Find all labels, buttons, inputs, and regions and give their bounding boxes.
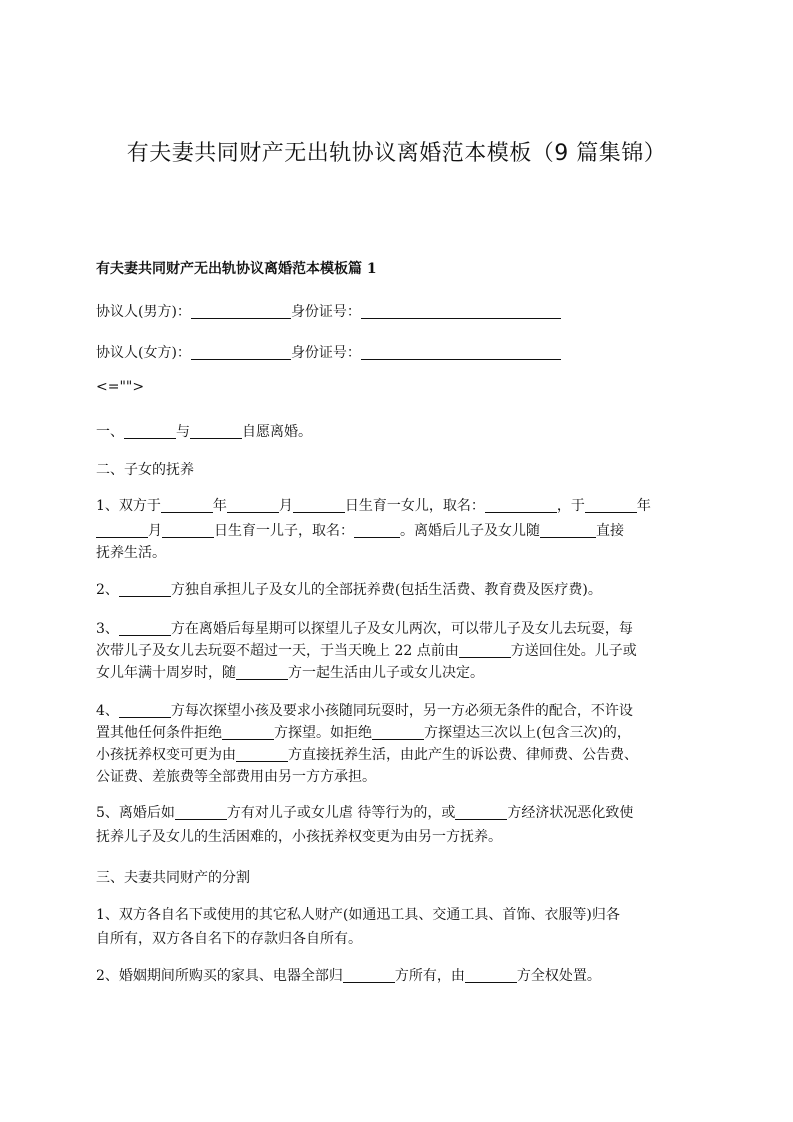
section-heading: 有夫妻共同财产无出轨协议离婚范本模板篇 1 bbox=[96, 261, 377, 277]
blank-field bbox=[236, 665, 288, 680]
blank-field bbox=[124, 424, 176, 439]
blank-field bbox=[119, 703, 171, 718]
blank-field bbox=[343, 968, 395, 983]
blank-field bbox=[191, 345, 291, 360]
text: 2、婚姻期间所购买的家具、电器全部归 bbox=[96, 968, 343, 984]
text: ，于 bbox=[556, 498, 585, 514]
text: 方一起生活由儿子或女儿决定。 bbox=[288, 665, 484, 681]
text: 日生育一儿子，取名： bbox=[214, 523, 354, 539]
text: 女儿年满十周岁时，随 bbox=[96, 665, 236, 681]
blank-field bbox=[485, 498, 557, 513]
blank-field bbox=[96, 523, 148, 538]
party-man-line bbox=[96, 302, 706, 322]
label: 协议人(男方)： bbox=[96, 304, 191, 320]
document-title: 有夫妻共同财产无出轨协议离婚范本模板（9 篇集锦） bbox=[126, 141, 667, 166]
blank-field bbox=[585, 498, 637, 513]
text: 置其他任何条件拒绝 bbox=[96, 725, 222, 741]
section-2-heading: 二、子女的抚养 bbox=[96, 462, 194, 478]
property-clause-2 bbox=[96, 966, 706, 986]
blank-field bbox=[372, 725, 424, 740]
child-clause-1-line-2 bbox=[96, 521, 706, 541]
text: 2、 bbox=[96, 582, 119, 598]
label: 身份证号： bbox=[290, 304, 361, 320]
blank-field bbox=[161, 498, 213, 513]
text: 4、 bbox=[96, 703, 119, 719]
child-clause-1-line-1 bbox=[96, 496, 706, 516]
child-clause-5-line-1 bbox=[96, 803, 706, 823]
text: 。离婚后儿子及女儿随 bbox=[400, 523, 540, 539]
text: 方每次探望小孩及要求小孩随同玩耍时，另一方必须无条件的配合，不许设 bbox=[170, 703, 633, 719]
text: 次带儿子及女儿去玩耍不超过一天，于当天晚上 22 点前由 bbox=[96, 643, 459, 659]
text: 日生育一女儿，取名： bbox=[344, 498, 485, 514]
text: 方所有，由 bbox=[394, 968, 465, 984]
text: 3、 bbox=[96, 621, 119, 637]
text: 与 bbox=[176, 424, 190, 440]
text: 1、双方于 bbox=[96, 498, 161, 514]
label: 协议人(女方)： bbox=[96, 345, 191, 361]
text: 直接 bbox=[596, 523, 624, 539]
child-clause-3-line-2 bbox=[96, 641, 706, 661]
child-clause-5-line-2: 抚养儿子及女儿的生活困难的，小孩抚养权变更为由另一方抚养。 bbox=[96, 829, 502, 845]
text: 月 bbox=[148, 523, 162, 539]
text: 方独自承担儿子及女儿的全部抚养费(包括生活费、教育费及医疗费)。 bbox=[170, 582, 602, 598]
text: 5、离婚后如 bbox=[96, 805, 175, 821]
blank-field bbox=[293, 498, 345, 513]
clause-1 bbox=[96, 422, 706, 442]
text: 方全权处置。 bbox=[516, 968, 601, 984]
child-clause-4-line-4: 公证费、差旅费等全部费用由另一方方承担。 bbox=[96, 769, 376, 785]
party-woman-line bbox=[96, 343, 706, 363]
blank-field bbox=[175, 805, 227, 820]
child-clause-4-line-3 bbox=[96, 745, 706, 765]
child-clause-1-line-3: 抚养生活。 bbox=[96, 545, 166, 561]
blank-field bbox=[455, 805, 507, 820]
property-clause-1-line-1: 1、双方各自名下或使用的其它私人财产(如通迅工具、交通工具、首饰、衣服等)归各 bbox=[96, 907, 620, 923]
blank-field bbox=[190, 424, 242, 439]
code-fragment: <=""> bbox=[96, 379, 145, 395]
section-3-heading: 三、夫妻共同财产的分割 bbox=[96, 870, 250, 886]
blank-field bbox=[465, 968, 517, 983]
child-clause-2 bbox=[96, 580, 706, 600]
child-clause-3-line-1 bbox=[96, 619, 706, 639]
blank-field bbox=[119, 621, 171, 636]
blank-field bbox=[361, 345, 561, 360]
blank-field bbox=[540, 523, 596, 538]
blank-field bbox=[236, 747, 288, 762]
blank-field bbox=[227, 498, 279, 513]
text: 方在离婚后每星期可以探望儿子及女儿两次，可以带儿子及女儿去玩耍，每 bbox=[170, 621, 633, 637]
text: 年 bbox=[636, 498, 651, 514]
blank-field bbox=[222, 725, 274, 740]
blank-field bbox=[162, 523, 214, 538]
label: 身份证号： bbox=[290, 345, 361, 361]
text: 方直接抚养生活，由此产生的诉讼费、律师费、公告费、 bbox=[288, 747, 638, 763]
blank-field bbox=[191, 304, 291, 319]
text: 方经济状况恶化致使 bbox=[507, 805, 634, 821]
child-clause-3-line-3 bbox=[96, 663, 706, 683]
blank-field bbox=[119, 582, 171, 597]
text: 自愿离婚。 bbox=[242, 424, 312, 440]
text: 方探望达三次以上(包含三次)的， bbox=[424, 725, 631, 741]
child-clause-4-line-1 bbox=[96, 701, 706, 721]
text: 小孩抚养权变可更为由 bbox=[96, 747, 236, 763]
blank-field bbox=[361, 304, 561, 319]
blank-field bbox=[459, 643, 511, 658]
property-clause-1-line-2: 自所有，双方各自名下的存款归各自所有。 bbox=[96, 931, 362, 947]
text: 方送回住处。儿子或 bbox=[510, 643, 637, 659]
text: 年 bbox=[212, 498, 227, 514]
text: 方有对儿子或女儿虐 待等行为的，或 bbox=[226, 805, 456, 821]
text: 一、 bbox=[96, 424, 124, 440]
blank-field bbox=[354, 523, 400, 538]
child-clause-4-line-2 bbox=[96, 723, 706, 743]
text: 月 bbox=[278, 498, 293, 514]
text: 方探望。如拒绝 bbox=[274, 725, 372, 741]
